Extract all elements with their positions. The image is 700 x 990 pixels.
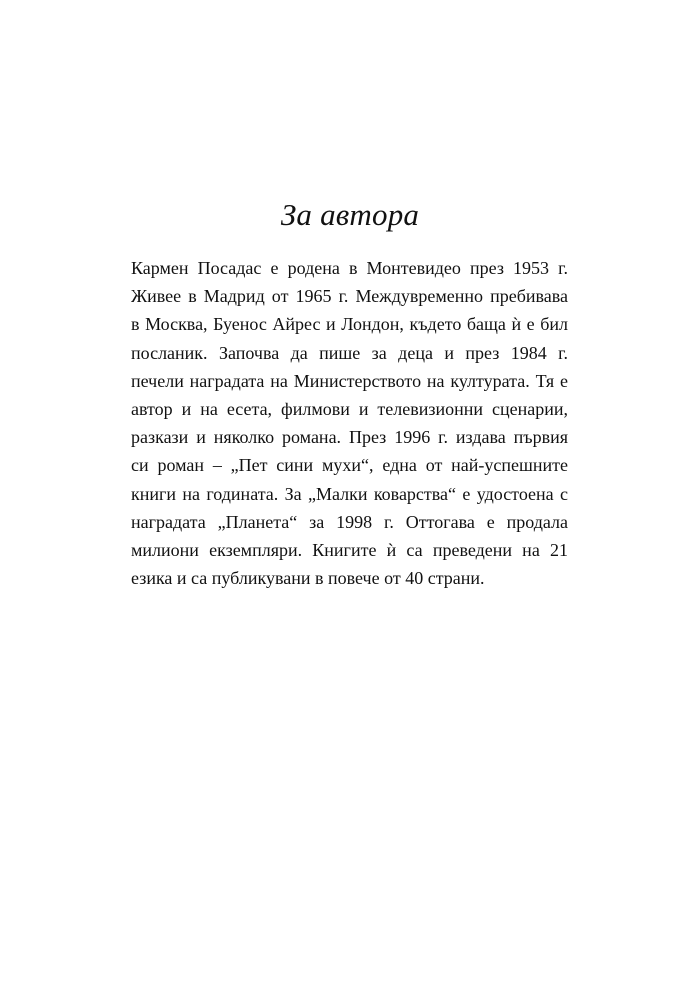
bio-line: печели наградата на Министерството на културата. Тя е [131, 370, 568, 391]
bio-line: в Москва, Буенос Айрес и Лондон, където баща ѝ е бил [131, 314, 568, 335]
bio-line: езика и са публикувани в повече от 40 страни. [131, 568, 485, 589]
bio-line: милиони екземпляри. Книгите ѝ са преведени на 21 [131, 539, 568, 560]
bio-line: разкази и няколко романа. През 1996 г. издава първия [131, 427, 568, 448]
bio-line: посланик. Започва да пише за деца и през 1984 г. [131, 342, 568, 363]
bio-line: Кармен Посадас е родена в Монтевидео през 1953 г. [131, 258, 568, 278]
bio-line: Живее в Мадрид от 1965 г. Междувременно пребивава [131, 286, 568, 307]
page-title: За автора [280, 197, 420, 232]
author-bio [131, 254, 568, 592]
bio-line: книги на годината. За „Малки коварства“ е удостоена с [131, 483, 568, 504]
bio-line: си роман – „Пет сини мухи“, една от най-успешните [131, 455, 568, 476]
bio-line: наградата „Планета“ за 1998 г. Оттогава е продала [131, 511, 568, 532]
bio-line: автор и на есета, филмови и телевизионни сценарии, [131, 398, 568, 419]
